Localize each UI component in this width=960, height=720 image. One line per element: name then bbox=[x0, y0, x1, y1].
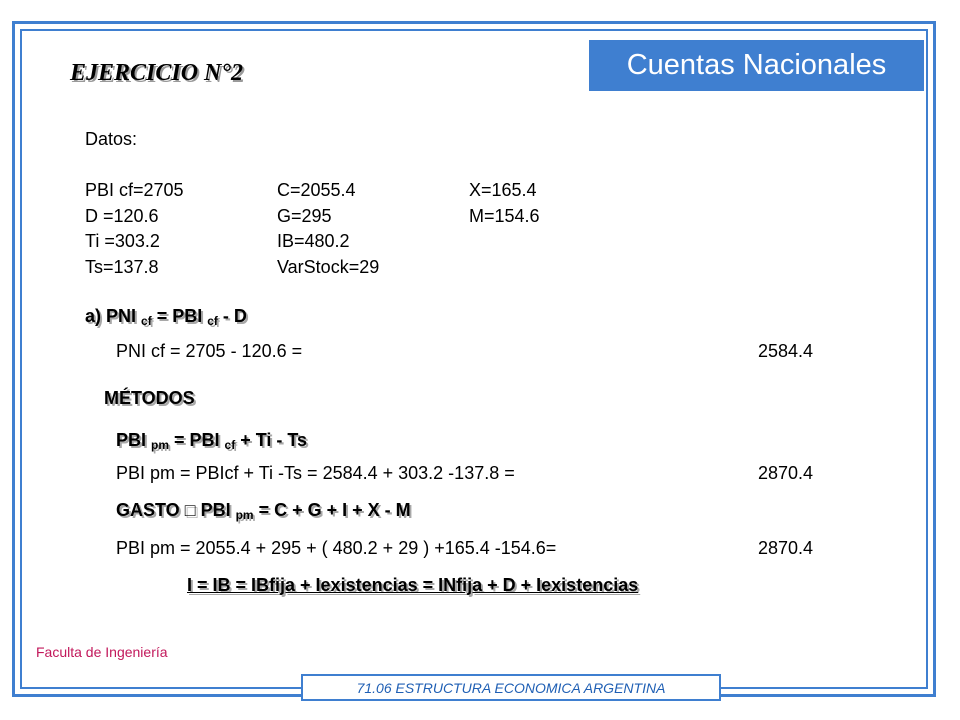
formula-text: + Ti - Ts bbox=[235, 430, 308, 450]
pni-equation: PNI cf = 2705 - 120.6 = bbox=[116, 341, 303, 361]
faculty-label: Faculta de Ingeniería bbox=[36, 644, 168, 660]
data-cell: VarStock=29 bbox=[277, 257, 380, 277]
formula-text: = PBI bbox=[169, 430, 225, 450]
subscript: pm bbox=[151, 438, 170, 452]
course-code: 71.06 ESTRUCTURA ECONOMICA ARGENTINA bbox=[356, 679, 666, 696]
data-cell: X=165.4 bbox=[469, 180, 537, 200]
data-cell: D =120.6 bbox=[85, 206, 159, 226]
pbi-pm-formula bbox=[116, 430, 307, 452]
missing-glyph-icon: □ bbox=[184, 500, 196, 520]
data-cell: IB=480.2 bbox=[277, 231, 350, 251]
course-title-box bbox=[589, 40, 924, 91]
data-cell: Ti =303.2 bbox=[85, 231, 160, 251]
investment-identity: I = IB = IBfija + Iexistencias = INfija + D + Iexistencias bbox=[187, 575, 639, 595]
formula-text: PBI bbox=[195, 500, 236, 520]
data-cell: C=2055.4 bbox=[277, 180, 356, 200]
data-cell: M=154.6 bbox=[469, 206, 540, 226]
subscript: cf bbox=[224, 438, 236, 452]
formula-text: GASTO bbox=[116, 500, 185, 520]
formula-text: = C + G + I + X - M bbox=[253, 500, 411, 520]
pbi-pm-result: 2870.4 bbox=[758, 463, 814, 483]
course-code-box bbox=[301, 674, 721, 701]
part-a-heading bbox=[85, 306, 247, 328]
data-label: Datos: bbox=[85, 129, 138, 149]
subscript: cf bbox=[141, 314, 152, 328]
part-a-heading-text: a) PNI bbox=[85, 306, 142, 326]
data-cell: PBI cf=2705 bbox=[85, 180, 184, 200]
data-cell: Ts=137.8 bbox=[85, 257, 159, 277]
subscript: pm bbox=[235, 508, 254, 522]
gasto-result: 2870.4 bbox=[758, 538, 814, 558]
data-cell: G=295 bbox=[277, 206, 332, 226]
part-a-heading-text: - D bbox=[217, 306, 247, 326]
gasto-calculation: PBI pm = 2055.4 + 295 + ( 480.2 + 29 ) +165.4 -154.6= bbox=[116, 538, 557, 558]
gasto-formula bbox=[116, 500, 411, 522]
pni-result: 2584.4 bbox=[758, 341, 814, 361]
exercise-title: EJERCICIO N°2 bbox=[70, 60, 243, 86]
part-a-heading-text: = PBI bbox=[151, 306, 208, 326]
subscript: cf bbox=[207, 314, 218, 328]
pbi-pm-calculation: PBI pm = PBIcf + Ti -Ts = 2584.4 + 303.2 -137.8 = bbox=[116, 463, 515, 483]
course-title: Cuentas Nacionales bbox=[626, 49, 887, 81]
formula-text: PBI bbox=[116, 430, 152, 450]
methods-label: MÉTODOS bbox=[104, 388, 195, 408]
